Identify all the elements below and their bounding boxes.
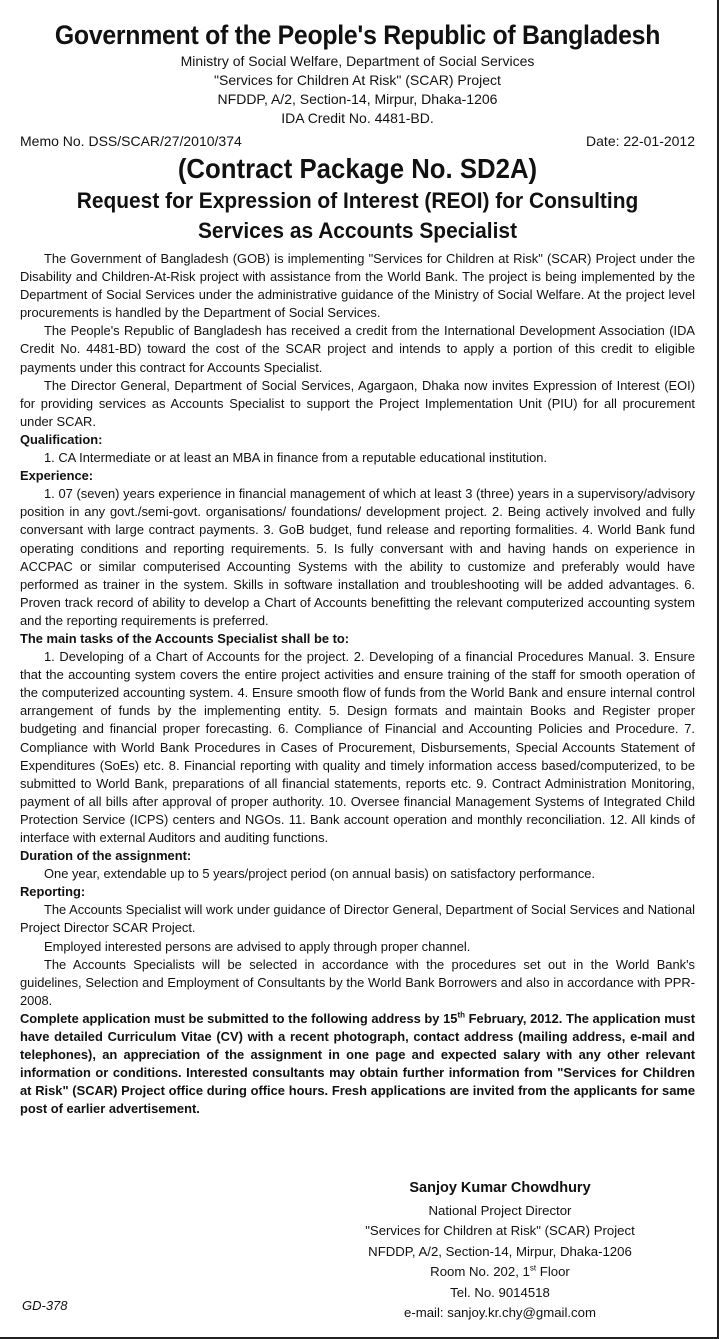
qualification-heading: Qualification:	[20, 431, 103, 447]
memo-row	[20, 132, 695, 150]
qualification-text: 1. CA Intermediate or at least an MBA in finance from a reputable educational institution.	[44, 450, 548, 466]
reoi-title-line-1: Request for Expression of Interest (REOI) for Consulting	[76, 188, 639, 213]
room-text: Room No. 202, 1	[430, 1264, 530, 1279]
closing-paragraph	[20, 1010, 695, 1119]
experience-heading: Experience:	[20, 468, 94, 484]
signatory-address: NFDDP, A/2, Section-14, Mirpur, Dhaka-1206	[368, 1243, 632, 1259]
package-title: (Contract Package No. SD2A)	[177, 153, 538, 184]
intro-paragraph: The Government of Bangladesh (GOB) is implementing "Services for Children at Risk" (SCAR) Project under the Disability and Children-At-Risk project with assistance from the World Bank. The project is being implemented by the Department of Social Services under the administrative guidance of the Ministry of Social Welfare. At the project level procurements is handled by the Department of Social Services.	[20, 251, 695, 321]
intro-paragraph: The Director General, Department of Social Services, Agargaon, Dhaka now invites Expression of Interest (EOI) for providing services as Accounts Specialist to support the Project Implementation Unit (PIU) for all procurement under SCAR.	[20, 377, 695, 429]
footer-code: GD-378	[22, 1298, 68, 1313]
signature-block	[340, 1178, 660, 1324]
page-title: Government of the People's Republic of Bangladesh	[54, 20, 661, 50]
notice-body	[20, 250, 695, 1119]
room-superscript: st	[529, 1263, 537, 1273]
memo-date: Date: 22-01-2012	[586, 133, 695, 149]
closing-text-start: Complete application must be submitted to the following address by 15	[20, 1010, 458, 1026]
intro-paragraph: The People's Republic of Bangladesh has received a credit from the International Development Association (IDA Credit No. 4481-BD) toward the cost of the SCAR project and intends to apply a portion of this credit to eligible payments under this contract for Accounts Specialist.	[20, 323, 695, 375]
address-line: NFDDP, A/2, Section-14, Mirpur, Dhaka-1206	[217, 91, 498, 107]
signatory-email[interactable]: e-mail: sanjoy.kr.chy@gmail.com	[404, 1305, 596, 1320]
room-floor: Floor	[536, 1264, 570, 1279]
signatory-room	[340, 1262, 660, 1283]
credit-line: IDA Credit No. 4481-BD.	[281, 110, 434, 126]
experience-text: 1. 07 (seven) years experience in financial management of which at least 3 (three) years in a supervisory/advisory position in any govt./semi-govt. organisations/ foundations/ development project. 2. Being actively involved and fully conversant with large contract payments. 3. GoB budget, fund release and reporting formalities. 4. World Bank fund operating conditions and reporting requirements. 5. Is fully conversant with and having hands on experience in ACCPAC or similar computerised Accounting Systems with the ability to customize and preferably would have performed as trainer in the system. Skills in software installation and troubleshooting will be added advantages. 6. Proven track record of ability to develop a Chart of Accounts benefitting the relevant computerized accounting system and the reporting requirements is preferred.	[20, 486, 695, 628]
project-line: "Services for Children At Risk" (SCAR) Project	[214, 72, 501, 88]
memo-number: Memo No. DSS/SCAR/27/2010/374	[20, 133, 242, 149]
closing-text-end: February, 2012. The application must have detailed Curriculum Vitae (CV) with a recent photograph, contact address (mailing address, e-mail and telephones), an appreciation of the assignment in one page and expected salary with any other relevant information or conditions. Interested consultants may obtain further information from "Services for Children at Risk" (SCAR) Project office during office hours. Fresh applications are invited from the applicants for same post of earlier advertisement.	[20, 1010, 695, 1117]
closing-superscript: th	[457, 1010, 466, 1020]
reoi-title-line-2: Services as Accounts Specialist	[197, 218, 518, 243]
reporting-text: The Accounts Specialists will be selected in accordance with the procedures set out in the World Bank's guidelines, Selection and Employment of Consultants by the World Bank Borrowers and also in accordance with PPR-2008.	[20, 956, 695, 1008]
reporting-text: Employed interested persons are advised to apply through proper channel.	[44, 938, 471, 954]
signatory-project: "Services for Children at Risk" (SCAR) Project	[365, 1223, 635, 1238]
tasks-heading: The main tasks of the Accounts Specialist shall be to:	[20, 630, 350, 646]
ministry-line: Ministry of Social Welfare, Department of Social Services	[180, 53, 535, 69]
signatory-name: Sanjoy Kumar Chowdhury	[409, 1180, 591, 1196]
duration-heading: Duration of the assignment:	[20, 848, 192, 864]
reporting-heading: Reporting:	[20, 884, 86, 900]
tasks-text: 1. Developing of a Chart of Accounts for the project. 2. Developing of a financial Procedures Manual. 3. Ensure that the accounting system covers the entire project activities and ensure training of the staff for smooth operation of the computerized accounting system. 4. Ensure smooth flow of funds from the World Bank and ensure internal control arrangement of funds by the implementing entity. 5. Design formats and maintain Books and Register proper budgeting and financial proper forecasting. 6. Compliance of Financial and Accounting Policies and Procedure. 7. Compliance with World Bank Procedures in Cases of Procurement, Disbursements, Special Accounts Statement of Expenditures (SoEs) etc. 8. Financial reporting with quality and timely information access based/computerized, to be submitted to World Bank, preparations of all financial statements, reports etc. 9. Contract Administration Monitoring, payment of all bills after approval of proper authority. 10. Oversee financial Management Systems of Integrated Child Protection Service (ICPS) centers and NGOs. 11. Bank account operation and monthly reconciliation. 12. All kinds of interface with external Auditors and auditing functions.	[20, 649, 695, 845]
signatory-designation: National Project Director	[428, 1202, 572, 1218]
duration-text: One year, extendable up to 5 years/project period (on annual basis) on satisfactory performance.	[44, 866, 596, 882]
signatory-phone: Tel. No. 9014518	[450, 1284, 550, 1300]
reporting-text: The Accounts Specialist will work under guidance of Director General, Department of Social Services and National Project Director SCAR Project.	[20, 902, 695, 936]
